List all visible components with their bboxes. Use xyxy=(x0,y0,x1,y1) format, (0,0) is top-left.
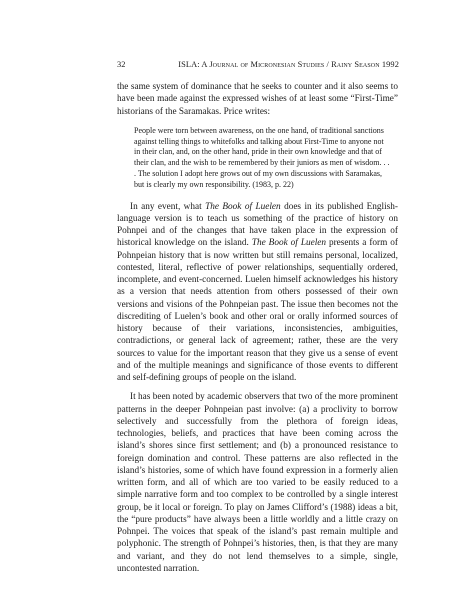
paragraph-text: In any event, what xyxy=(130,201,206,212)
paragraph-text: presents a form of Pohnpeian history that is now written but still remains personal, localized, contested, literal, reflective of power relationships, sequentially ordered, incomplete, and event-concerned. Luelen himself acknowledges his history as a version that needs attention from others possessed of their own versions and visions of the Pohnpeian past. The issue then becomes not the discrediting of Luelen’s book and other oral or orally informed sources of history because of their variations, inconsistencies, ambiguities, contradictions, or general lack of agreement; rather, these are the very sources to value for the important reason that they give us a sense of event and of the multiple meanings and significance of those events to different and self-defining groups of people on the island. xyxy=(117,238,398,384)
page-number: 32 xyxy=(117,60,126,69)
paragraph-book-of-luelen xyxy=(117,201,398,385)
paragraph-patterns: It has been noted by academic observers that two of the more prominent patterns in the deeper Pohnpeian past involve: (a) a proclivity to borrow selectively and successfully from the plethora of foreign ideas, technologies, beliefs, and practices that have been coming across the island’s shores since first settlement; and (b) a pronounced resistance to foreign domination and control. These patterns are also reflected in the island’s histories, some of which have found expression in a formerly alien written form, and all of which are too varied to be easily reduced to a simple narrative form and too complex to be controlled by a single interest group, be it local or foreign. To play on James Clifford’s (1988) ideas a bit, the “pure products” have always been a little worldly and a little crazy on Pohnpei. The voices that speak of the island’s past remain multiple and polyphonic. The strength of Pohnpei’s histories, then, is that they are many and variant, and they do not lend themselves to a simple, single, uncontested narration. xyxy=(117,392,398,574)
paragraph-continued: the same system of dominance that he seeks to counter and it also seems to have been made against the expressed wishes of at least some “First-Time” historians of the Saramakas. Price writes: xyxy=(117,82,398,117)
book-title: The Book of Luelen xyxy=(251,238,326,249)
journal-title: ISLA: A Journal of Micronesian Studies / Rainy Season 1992 xyxy=(178,60,399,69)
running-header xyxy=(117,58,399,72)
book-title: The Book of Luelen xyxy=(205,201,281,212)
paragraph-text: does in its published English-language version is to teach us something of the practice of history on Pohnpei and of the changes that have taken place in the expression of historical knowledge on the island. xyxy=(117,201,398,249)
block-quote: People were torn between awareness, on the one hand, of traditional sanctions against telling things to whitefolks and talking about First-Time to anyone not in their clan, and, on the other hand, pride in their own knowledge and that of their clan, and the wish to be remembered by their juniors as men of wisdom. . . . The solution I adopt here grows out of my own discussions with Saramakas, but is clearly my own responsibility. (1983, p. 22) xyxy=(134,125,390,189)
body-text xyxy=(117,81,398,575)
